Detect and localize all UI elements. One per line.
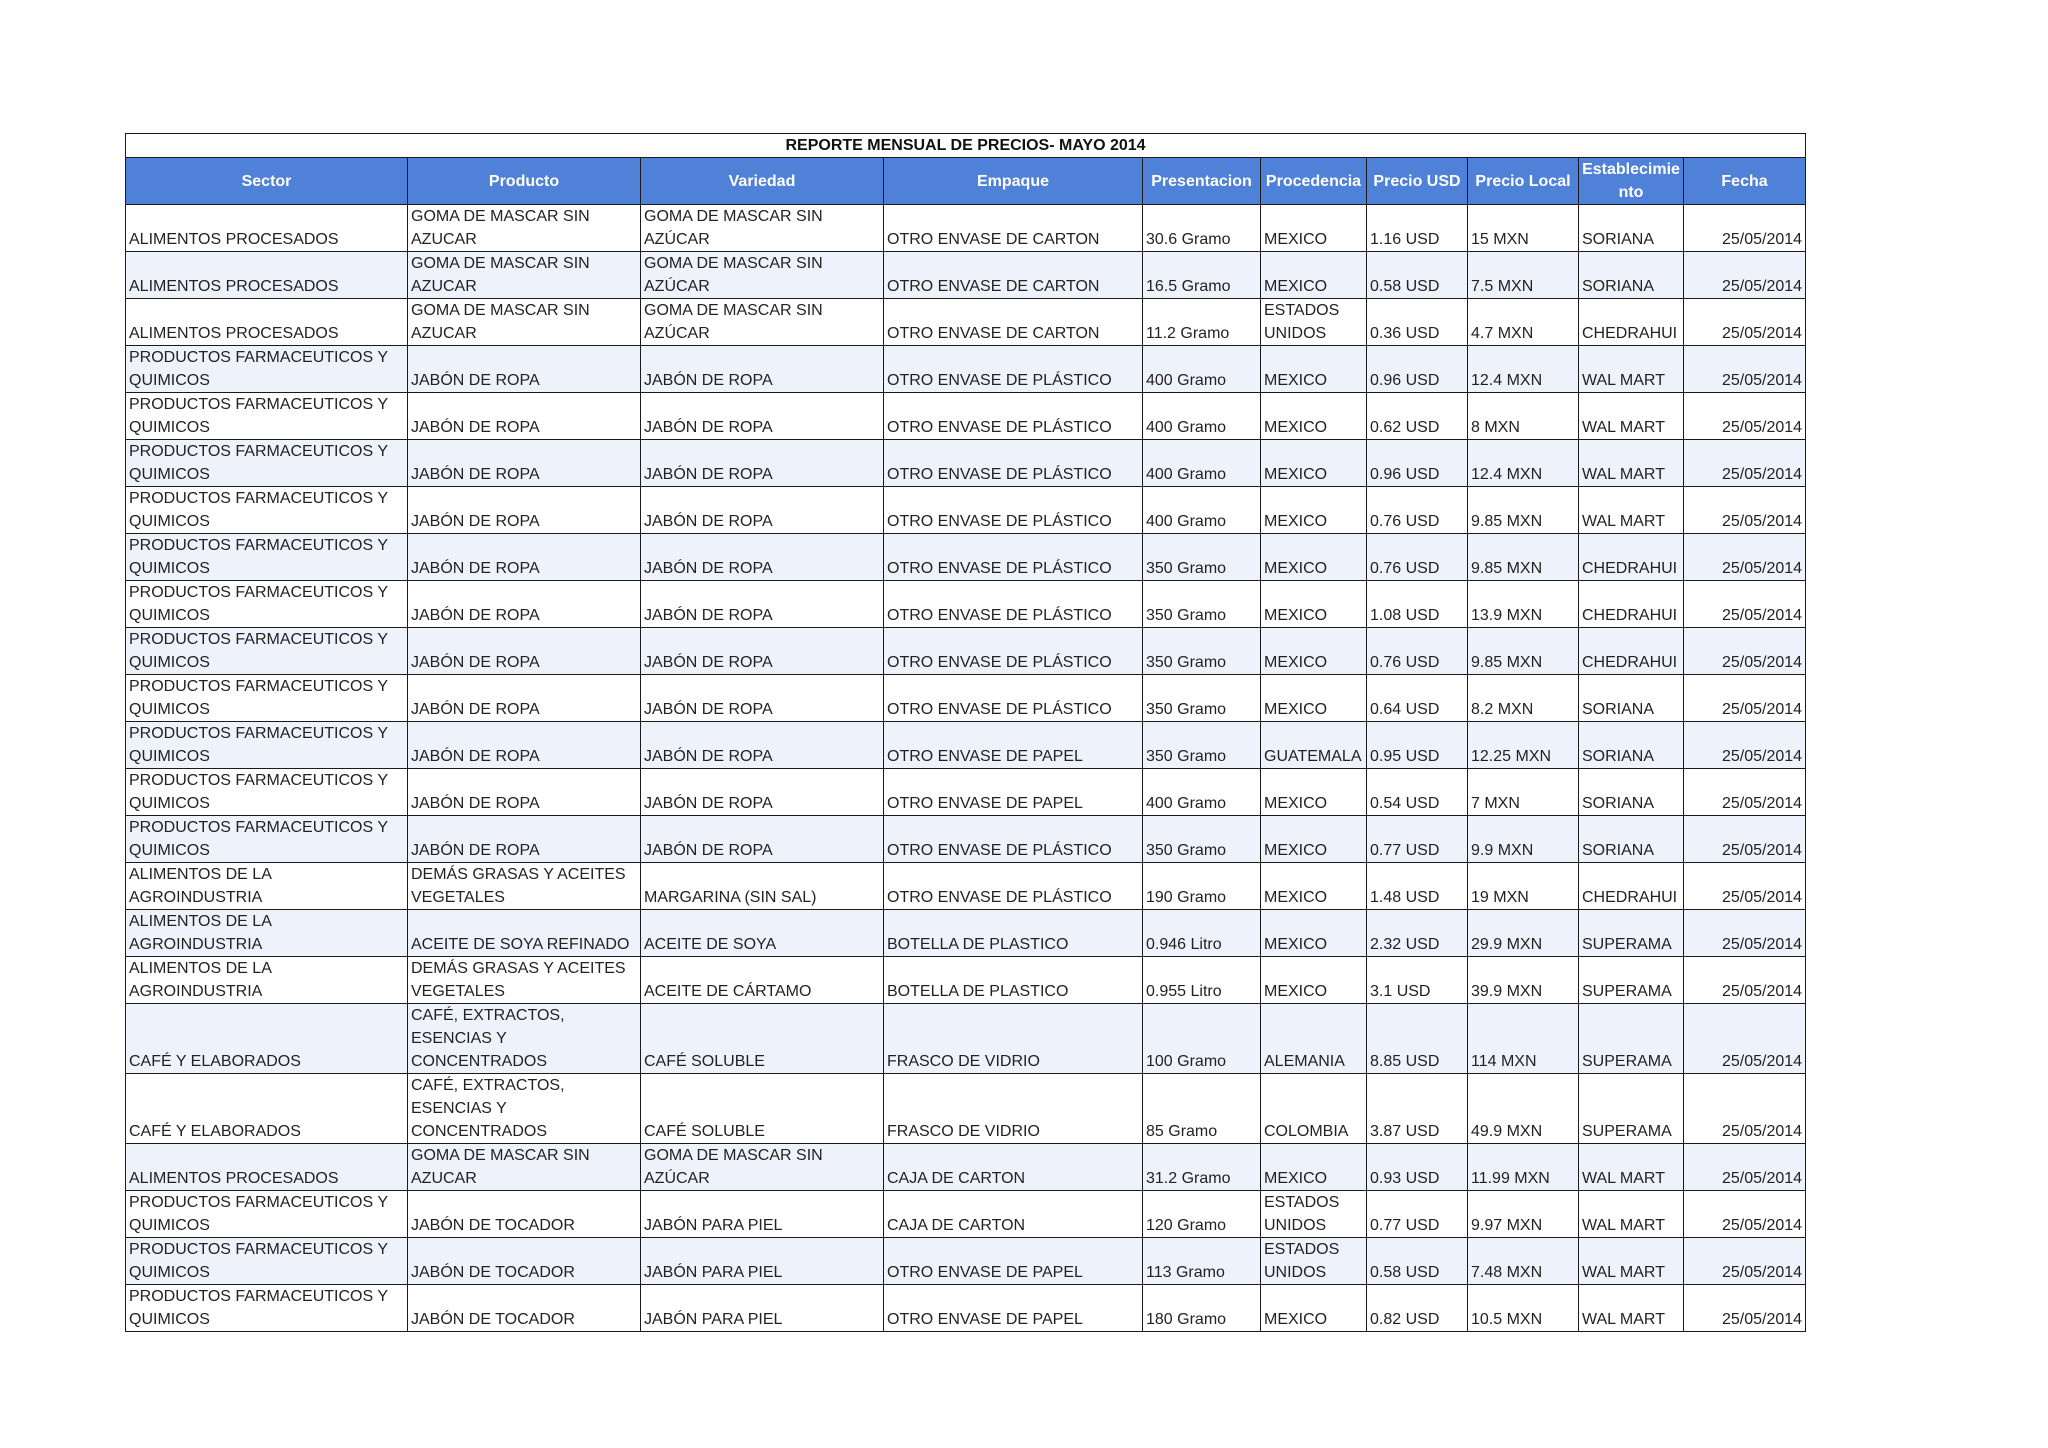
cell-procedencia: ALEMANIA: [1261, 1004, 1367, 1074]
table-row: [126, 910, 1806, 957]
cell-establecimiento: WAL MART: [1579, 1144, 1684, 1191]
cell-presentacion: 31.2 Gramo: [1143, 1144, 1261, 1191]
cell-precio-local: 49.9 MXN: [1468, 1074, 1579, 1144]
report-title: REPORTE MENSUAL DE PRECIOS- MAYO 2014: [126, 134, 1806, 158]
cell-precio-usd: 0.58 USD: [1367, 252, 1468, 299]
table-row: [126, 957, 1806, 1004]
cell-sector: PRODUCTOS FARMACEUTICOS Y QUIMICOS: [126, 816, 408, 863]
cell-fecha: 25/05/2014: [1684, 1238, 1806, 1285]
cell-fecha: 25/05/2014: [1684, 534, 1806, 581]
cell-precio-local: 8.2 MXN: [1468, 675, 1579, 722]
cell-empaque: FRASCO DE VIDRIO: [884, 1074, 1143, 1144]
cell-procedencia: MEXICO: [1261, 534, 1367, 581]
cell-sector: ALIMENTOS DE LA AGROINDUSTRIA: [126, 957, 408, 1004]
cell-presentacion: 400 Gramo: [1143, 346, 1261, 393]
cell-producto: CAFÉ, EXTRACTOS, ESENCIAS Y CONCENTRADOS: [408, 1074, 641, 1144]
cell-empaque: OTRO ENVASE DE PLÁSTICO: [884, 393, 1143, 440]
cell-precio-local: 39.9 MXN: [1468, 957, 1579, 1004]
cell-sector: ALIMENTOS PROCESADOS: [126, 1144, 408, 1191]
cell-procedencia: COLOMBIA: [1261, 1074, 1367, 1144]
table-row: [126, 440, 1806, 487]
cell-precio-local: 9.85 MXN: [1468, 487, 1579, 534]
cell-precio-local: 114 MXN: [1468, 1004, 1579, 1074]
cell-fecha: 25/05/2014: [1684, 816, 1806, 863]
cell-producto: JABÓN DE ROPA: [408, 487, 641, 534]
cell-presentacion: 11.2 Gramo: [1143, 299, 1261, 346]
cell-fecha: 25/05/2014: [1684, 346, 1806, 393]
cell-variedad: JABÓN DE ROPA: [641, 816, 884, 863]
cell-sector: ALIMENTOS DE LA AGROINDUSTRIA: [126, 910, 408, 957]
cell-precio-usd: 0.58 USD: [1367, 1238, 1468, 1285]
cell-precio-usd: 1.08 USD: [1367, 581, 1468, 628]
table-row: [126, 205, 1806, 252]
cell-procedencia: MEXICO: [1261, 910, 1367, 957]
cell-presentacion: 0.955 Litro: [1143, 957, 1261, 1004]
table-row: [126, 252, 1806, 299]
cell-producto: JABÓN DE ROPA: [408, 581, 641, 628]
cell-establecimiento: WAL MART: [1579, 440, 1684, 487]
cell-precio-usd: 8.85 USD: [1367, 1004, 1468, 1074]
cell-empaque: OTRO ENVASE DE PLÁSTICO: [884, 863, 1143, 910]
cell-fecha: 25/05/2014: [1684, 957, 1806, 1004]
table-row: [126, 863, 1806, 910]
cell-establecimiento: SORIANA: [1579, 722, 1684, 769]
cell-empaque: OTRO ENVASE DE PAPEL: [884, 769, 1143, 816]
cell-variedad: CAFÉ SOLUBLE: [641, 1074, 884, 1144]
cell-producto: GOMA DE MASCAR SIN AZUCAR: [408, 252, 641, 299]
cell-precio-local: 12.4 MXN: [1468, 440, 1579, 487]
cell-procedencia: MEXICO: [1261, 487, 1367, 534]
cell-precio-local: 12.4 MXN: [1468, 346, 1579, 393]
table-row: [126, 675, 1806, 722]
cell-empaque: OTRO ENVASE DE PLÁSTICO: [884, 581, 1143, 628]
cell-establecimiento: WAL MART: [1579, 1238, 1684, 1285]
cell-procedencia: MEXICO: [1261, 816, 1367, 863]
cell-establecimiento: SORIANA: [1579, 816, 1684, 863]
cell-precio-usd: 0.96 USD: [1367, 346, 1468, 393]
cell-precio-local: 9.85 MXN: [1468, 628, 1579, 675]
cell-empaque: OTRO ENVASE DE CARTON: [884, 252, 1143, 299]
cell-presentacion: 400 Gramo: [1143, 393, 1261, 440]
cell-presentacion: 30.6 Gramo: [1143, 205, 1261, 252]
cell-precio-usd: 0.62 USD: [1367, 393, 1468, 440]
cell-precio-usd: 0.76 USD: [1367, 534, 1468, 581]
cell-precio-usd: 0.77 USD: [1367, 816, 1468, 863]
table-row: [126, 299, 1806, 346]
cell-producto: JABÓN DE TOCADOR: [408, 1191, 641, 1238]
cell-establecimiento: WAL MART: [1579, 487, 1684, 534]
cell-precio-usd: 0.76 USD: [1367, 628, 1468, 675]
cell-precio-usd: 0.76 USD: [1367, 487, 1468, 534]
cell-producto: JABÓN DE ROPA: [408, 628, 641, 675]
cell-fecha: 25/05/2014: [1684, 1191, 1806, 1238]
table-row: [126, 628, 1806, 675]
cell-sector: CAFÉ Y ELABORADOS: [126, 1004, 408, 1074]
cell-empaque: BOTELLA DE PLASTICO: [884, 910, 1143, 957]
cell-sector: PRODUCTOS FARMACEUTICOS Y QUIMICOS: [126, 722, 408, 769]
cell-sector: PRODUCTOS FARMACEUTICOS Y QUIMICOS: [126, 1191, 408, 1238]
header-variedad: Variedad: [641, 158, 884, 205]
cell-producto: CAFÉ, EXTRACTOS, ESENCIAS Y CONCENTRADOS: [408, 1004, 641, 1074]
cell-precio-local: 7.5 MXN: [1468, 252, 1579, 299]
cell-procedencia: MEXICO: [1261, 1144, 1367, 1191]
cell-procedencia: MEXICO: [1261, 581, 1367, 628]
cell-presentacion: 350 Gramo: [1143, 816, 1261, 863]
cell-producto: GOMA DE MASCAR SIN AZUCAR: [408, 299, 641, 346]
cell-fecha: 25/05/2014: [1684, 910, 1806, 957]
cell-producto: ACEITE DE SOYA REFINADO: [408, 910, 641, 957]
cell-variedad: ACEITE DE CÁRTAMO: [641, 957, 884, 1004]
cell-precio-local: 12.25 MXN: [1468, 722, 1579, 769]
cell-procedencia: ESTADOS UNIDOS: [1261, 1238, 1367, 1285]
cell-producto: JABÓN DE ROPA: [408, 816, 641, 863]
cell-presentacion: 120 Gramo: [1143, 1191, 1261, 1238]
table-row: [126, 346, 1806, 393]
cell-establecimiento: CHEDRAHUI: [1579, 534, 1684, 581]
cell-fecha: 25/05/2014: [1684, 863, 1806, 910]
table-row: [126, 1004, 1806, 1074]
cell-presentacion: 100 Gramo: [1143, 1004, 1261, 1074]
cell-presentacion: 350 Gramo: [1143, 722, 1261, 769]
table-row: [126, 769, 1806, 816]
cell-variedad: GOMA DE MASCAR SIN AZÚCAR: [641, 252, 884, 299]
cell-presentacion: 400 Gramo: [1143, 769, 1261, 816]
cell-fecha: 25/05/2014: [1684, 299, 1806, 346]
cell-producto: JABÓN DE ROPA: [408, 675, 641, 722]
cell-procedencia: GUATEMALA: [1261, 722, 1367, 769]
cell-presentacion: 0.946 Litro: [1143, 910, 1261, 957]
cell-establecimiento: WAL MART: [1579, 346, 1684, 393]
cell-fecha: 25/05/2014: [1684, 1074, 1806, 1144]
cell-sector: PRODUCTOS FARMACEUTICOS Y QUIMICOS: [126, 1238, 408, 1285]
cell-establecimiento: CHEDRAHUI: [1579, 628, 1684, 675]
cell-presentacion: 350 Gramo: [1143, 581, 1261, 628]
table-row: [126, 487, 1806, 534]
cell-producto: JABÓN DE ROPA: [408, 534, 641, 581]
cell-variedad: JABÓN DE ROPA: [641, 722, 884, 769]
price-report-table: [125, 133, 1806, 1332]
cell-sector: ALIMENTOS DE LA AGROINDUSTRIA: [126, 863, 408, 910]
cell-empaque: BOTELLA DE PLASTICO: [884, 957, 1143, 1004]
cell-presentacion: 85 Gramo: [1143, 1074, 1261, 1144]
cell-precio-local: 19 MXN: [1468, 863, 1579, 910]
cell-empaque: OTRO ENVASE DE PAPEL: [884, 722, 1143, 769]
cell-sector: PRODUCTOS FARMACEUTICOS Y QUIMICOS: [126, 440, 408, 487]
cell-variedad: JABÓN DE ROPA: [641, 440, 884, 487]
cell-fecha: 25/05/2014: [1684, 581, 1806, 628]
cell-establecimiento: CHEDRAHUI: [1579, 581, 1684, 628]
table-row: [126, 1144, 1806, 1191]
cell-variedad: JABÓN DE ROPA: [641, 769, 884, 816]
cell-variedad: JABÓN DE ROPA: [641, 675, 884, 722]
cell-producto: GOMA DE MASCAR SIN AZUCAR: [408, 1144, 641, 1191]
cell-precio-local: 4.7 MXN: [1468, 299, 1579, 346]
cell-establecimiento: WAL MART: [1579, 1191, 1684, 1238]
table-row: [126, 722, 1806, 769]
cell-variedad: CAFÉ SOLUBLE: [641, 1004, 884, 1074]
cell-procedencia: ESTADOS UNIDOS: [1261, 1191, 1367, 1238]
header-presentacion: Presentacion: [1143, 158, 1261, 205]
cell-variedad: ACEITE DE SOYA: [641, 910, 884, 957]
cell-precio-usd: 1.48 USD: [1367, 863, 1468, 910]
cell-sector: ALIMENTOS PROCESADOS: [126, 299, 408, 346]
cell-sector: PRODUCTOS FARMACEUTICOS Y QUIMICOS: [126, 628, 408, 675]
cell-establecimiento: SORIANA: [1579, 252, 1684, 299]
cell-empaque: CAJA DE CARTON: [884, 1144, 1143, 1191]
cell-procedencia: MEXICO: [1261, 628, 1367, 675]
cell-establecimiento: CHEDRAHUI: [1579, 863, 1684, 910]
cell-sector: PRODUCTOS FARMACEUTICOS Y QUIMICOS: [126, 1285, 408, 1332]
cell-variedad: JABÓN DE ROPA: [641, 487, 884, 534]
cell-sector: CAFÉ Y ELABORADOS: [126, 1074, 408, 1144]
cell-procedencia: MEXICO: [1261, 957, 1367, 1004]
cell-precio-usd: 0.95 USD: [1367, 722, 1468, 769]
cell-empaque: OTRO ENVASE DE CARTON: [884, 205, 1143, 252]
cell-variedad: JABÓN PARA PIEL: [641, 1191, 884, 1238]
cell-fecha: 25/05/2014: [1684, 1004, 1806, 1074]
table-row: [126, 1191, 1806, 1238]
cell-establecimiento: SUPERAMA: [1579, 1004, 1684, 1074]
cell-establecimiento: CHEDRAHUI: [1579, 299, 1684, 346]
cell-fecha: 25/05/2014: [1684, 722, 1806, 769]
cell-precio-usd: 0.93 USD: [1367, 1144, 1468, 1191]
cell-precio-local: 13.9 MXN: [1468, 581, 1579, 628]
cell-precio-usd: 2.32 USD: [1367, 910, 1468, 957]
cell-variedad: JABÓN DE ROPA: [641, 393, 884, 440]
cell-procedencia: MEXICO: [1261, 252, 1367, 299]
cell-fecha: 25/05/2014: [1684, 1285, 1806, 1332]
cell-precio-local: 9.9 MXN: [1468, 816, 1579, 863]
report-sheet: [125, 133, 1805, 1332]
cell-fecha: 25/05/2014: [1684, 205, 1806, 252]
cell-variedad: JABÓN PARA PIEL: [641, 1285, 884, 1332]
cell-variedad: JABÓN PARA PIEL: [641, 1238, 884, 1285]
cell-sector: PRODUCTOS FARMACEUTICOS Y QUIMICOS: [126, 769, 408, 816]
cell-establecimiento: WAL MART: [1579, 1285, 1684, 1332]
cell-sector: PRODUCTOS FARMACEUTICOS Y QUIMICOS: [126, 346, 408, 393]
cell-procedencia: MEXICO: [1261, 205, 1367, 252]
cell-fecha: 25/05/2014: [1684, 1144, 1806, 1191]
cell-presentacion: 16.5 Gramo: [1143, 252, 1261, 299]
table-row: [126, 534, 1806, 581]
cell-fecha: 25/05/2014: [1684, 252, 1806, 299]
cell-establecimiento: WAL MART: [1579, 393, 1684, 440]
cell-procedencia: MEXICO: [1261, 675, 1367, 722]
cell-producto: JABÓN DE ROPA: [408, 440, 641, 487]
cell-precio-usd: 0.36 USD: [1367, 299, 1468, 346]
cell-empaque: OTRO ENVASE DE PLÁSTICO: [884, 487, 1143, 534]
table-row: [126, 816, 1806, 863]
cell-fecha: 25/05/2014: [1684, 628, 1806, 675]
cell-producto: JABÓN DE ROPA: [408, 722, 641, 769]
cell-sector: PRODUCTOS FARMACEUTICOS Y QUIMICOS: [126, 675, 408, 722]
cell-precio-local: 7 MXN: [1468, 769, 1579, 816]
cell-procedencia: MEXICO: [1261, 863, 1367, 910]
cell-establecimiento: SUPERAMA: [1579, 910, 1684, 957]
cell-empaque: FRASCO DE VIDRIO: [884, 1004, 1143, 1074]
cell-producto: JABÓN DE TOCADOR: [408, 1238, 641, 1285]
cell-variedad: JABÓN DE ROPA: [641, 534, 884, 581]
header-establecimiento: Establecimie nto: [1579, 158, 1684, 205]
cell-presentacion: 113 Gramo: [1143, 1238, 1261, 1285]
cell-precio-local: 29.9 MXN: [1468, 910, 1579, 957]
cell-variedad: JABÓN DE ROPA: [641, 628, 884, 675]
cell-producto: JABÓN DE ROPA: [408, 393, 641, 440]
cell-presentacion: 350 Gramo: [1143, 534, 1261, 581]
cell-establecimiento: SUPERAMA: [1579, 957, 1684, 1004]
cell-procedencia: ESTADOS UNIDOS: [1261, 299, 1367, 346]
cell-empaque: OTRO ENVASE DE CARTON: [884, 299, 1143, 346]
cell-procedencia: MEXICO: [1261, 440, 1367, 487]
cell-producto: GOMA DE MASCAR SIN AZUCAR: [408, 205, 641, 252]
cell-empaque: OTRO ENVASE DE PLÁSTICO: [884, 346, 1143, 393]
cell-empaque: CAJA DE CARTON: [884, 1191, 1143, 1238]
cell-establecimiento: SORIANA: [1579, 769, 1684, 816]
cell-establecimiento: SORIANA: [1579, 205, 1684, 252]
cell-precio-usd: 1.16 USD: [1367, 205, 1468, 252]
table-row: [126, 581, 1806, 628]
cell-establecimiento: SORIANA: [1579, 675, 1684, 722]
cell-precio-local: 7.48 MXN: [1468, 1238, 1579, 1285]
cell-empaque: OTRO ENVASE DE PLÁSTICO: [884, 440, 1143, 487]
table-body: [126, 205, 1806, 1332]
table-row: [126, 1285, 1806, 1332]
cell-fecha: 25/05/2014: [1684, 440, 1806, 487]
cell-procedencia: MEXICO: [1261, 769, 1367, 816]
cell-precio-usd: 3.1 USD: [1367, 957, 1468, 1004]
cell-presentacion: 190 Gramo: [1143, 863, 1261, 910]
header-empaque: Empaque: [884, 158, 1143, 205]
cell-precio-usd: 0.96 USD: [1367, 440, 1468, 487]
cell-sector: PRODUCTOS FARMACEUTICOS Y QUIMICOS: [126, 534, 408, 581]
cell-variedad: JABÓN DE ROPA: [641, 581, 884, 628]
cell-precio-local: 15 MXN: [1468, 205, 1579, 252]
cell-empaque: OTRO ENVASE DE PLÁSTICO: [884, 816, 1143, 863]
cell-sector: PRODUCTOS FARMACEUTICOS Y QUIMICOS: [126, 487, 408, 534]
cell-fecha: 25/05/2014: [1684, 487, 1806, 534]
cell-producto: JABÓN DE ROPA: [408, 769, 641, 816]
cell-sector: ALIMENTOS PROCESADOS: [126, 205, 408, 252]
cell-precio-usd: 0.77 USD: [1367, 1191, 1468, 1238]
cell-sector: PRODUCTOS FARMACEUTICOS Y QUIMICOS: [126, 393, 408, 440]
cell-variedad: GOMA DE MASCAR SIN AZÚCAR: [641, 1144, 884, 1191]
cell-precio-local: 9.85 MXN: [1468, 534, 1579, 581]
cell-sector: ALIMENTOS PROCESADOS: [126, 252, 408, 299]
cell-precio-usd: 0.54 USD: [1367, 769, 1468, 816]
cell-producto: DEMÁS GRASAS Y ACEITES VEGETALES: [408, 863, 641, 910]
cell-empaque: OTRO ENVASE DE PAPEL: [884, 1285, 1143, 1332]
cell-procedencia: MEXICO: [1261, 346, 1367, 393]
header-precio-local: Precio Local: [1468, 158, 1579, 205]
cell-presentacion: 180 Gramo: [1143, 1285, 1261, 1332]
cell-precio-local: 10.5 MXN: [1468, 1285, 1579, 1332]
cell-precio-local: 11.99 MXN: [1468, 1144, 1579, 1191]
header-procedencia: Procedencia: [1261, 158, 1367, 205]
header-precio-usd: Precio USD: [1367, 158, 1468, 205]
cell-variedad: MARGARINA (SIN SAL): [641, 863, 884, 910]
cell-precio-local: 9.97 MXN: [1468, 1191, 1579, 1238]
table-row: [126, 1074, 1806, 1144]
header-producto: Producto: [408, 158, 641, 205]
cell-variedad: GOMA DE MASCAR SIN AZÚCAR: [641, 205, 884, 252]
cell-variedad: GOMA DE MASCAR SIN AZÚCAR: [641, 299, 884, 346]
table-row: [126, 393, 1806, 440]
table-row: [126, 1238, 1806, 1285]
cell-empaque: OTRO ENVASE DE PLÁSTICO: [884, 675, 1143, 722]
cell-precio-usd: 0.64 USD: [1367, 675, 1468, 722]
cell-precio-usd: 3.87 USD: [1367, 1074, 1468, 1144]
cell-fecha: 25/05/2014: [1684, 769, 1806, 816]
header-row: [126, 158, 1806, 205]
cell-presentacion: 350 Gramo: [1143, 675, 1261, 722]
cell-fecha: 25/05/2014: [1684, 393, 1806, 440]
cell-variedad: JABÓN DE ROPA: [641, 346, 884, 393]
cell-producto: JABÓN DE ROPA: [408, 346, 641, 393]
cell-presentacion: 400 Gramo: [1143, 440, 1261, 487]
cell-presentacion: 350 Gramo: [1143, 628, 1261, 675]
cell-procedencia: MEXICO: [1261, 1285, 1367, 1332]
cell-empaque: OTRO ENVASE DE PLÁSTICO: [884, 628, 1143, 675]
cell-establecimiento: SUPERAMA: [1579, 1074, 1684, 1144]
cell-sector: PRODUCTOS FARMACEUTICOS Y QUIMICOS: [126, 581, 408, 628]
title-row: [126, 134, 1806, 158]
header-fecha: Fecha: [1684, 158, 1806, 205]
cell-precio-usd: 0.82 USD: [1367, 1285, 1468, 1332]
cell-producto: JABÓN DE TOCADOR: [408, 1285, 641, 1332]
cell-precio-local: 8 MXN: [1468, 393, 1579, 440]
cell-empaque: OTRO ENVASE DE PAPEL: [884, 1238, 1143, 1285]
cell-procedencia: MEXICO: [1261, 393, 1367, 440]
header-sector: Sector: [126, 158, 408, 205]
cell-producto: DEMÁS GRASAS Y ACEITES VEGETALES: [408, 957, 641, 1004]
cell-fecha: 25/05/2014: [1684, 675, 1806, 722]
cell-empaque: OTRO ENVASE DE PLÁSTICO: [884, 534, 1143, 581]
cell-presentacion: 400 Gramo: [1143, 487, 1261, 534]
